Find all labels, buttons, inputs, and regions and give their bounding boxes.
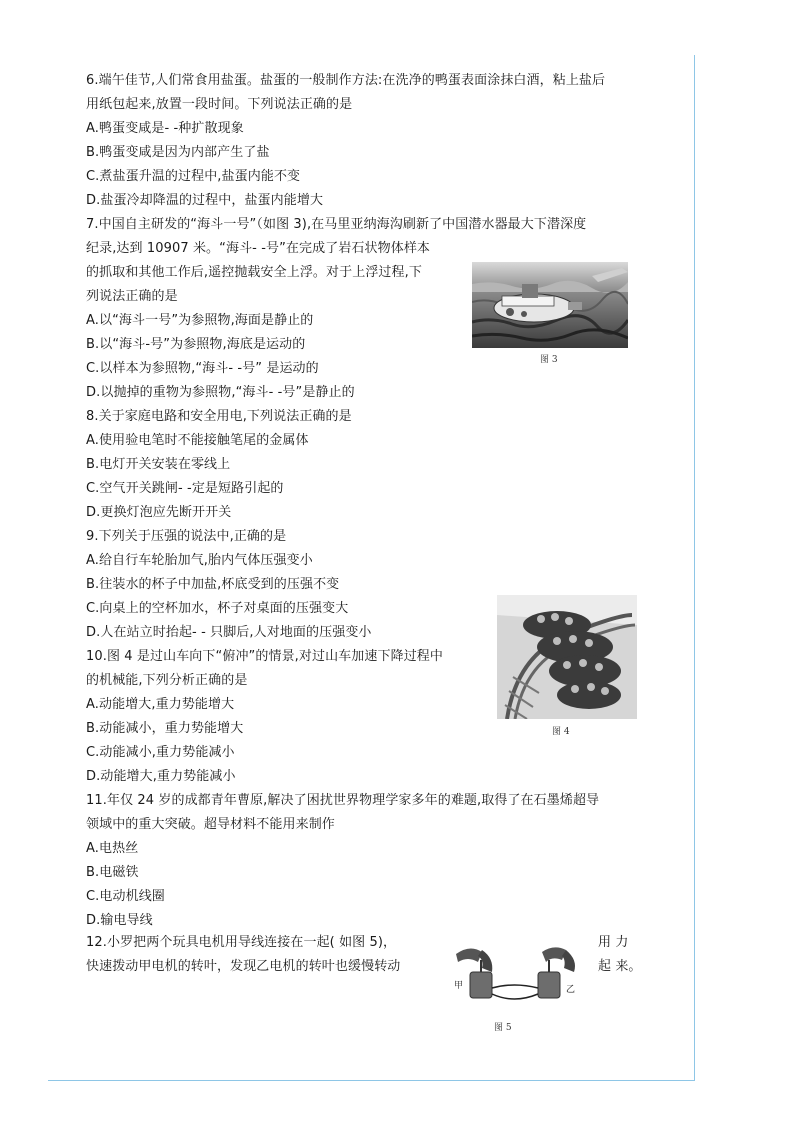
q6-option-b: B.鸭蛋变咸是因为内部产生了盐 xyxy=(86,145,270,160)
figure-5-toy-motors xyxy=(448,942,582,1014)
q11-stem-line2: 领域中的重大突破。超导材料不能用来制作 xyxy=(86,817,335,832)
q12-stem-line1-end: 用 力 xyxy=(598,935,629,950)
figure-5-caption: 图 5 xyxy=(494,1023,512,1033)
q11-option-d: D.输电导线 xyxy=(86,913,153,928)
q6-stem-line2: 用纸包起来,放置一段时间。下列说法正确的是 xyxy=(86,97,353,112)
submersible-illustration xyxy=(472,262,628,348)
page-frame-right xyxy=(694,55,695,1080)
q9-option-a: A.给自行车轮胎加气,胎内气体压强变小 xyxy=(86,553,313,568)
q7-option-c: C.以样本为参照物,“海斗- -号” 是运动的 xyxy=(86,361,319,376)
q9-option-d: D.人在站立时抬起- - 只脚后,人对地面的压强变小 xyxy=(86,625,372,640)
q10-option-b: B.动能减小，重力势能增大 xyxy=(86,721,244,736)
q7-stem-line1: 7.中国自主研发的“海斗一号”（如图 3),在马里亚纳海沟刷新了中国潜水器最大下潜深度 xyxy=(86,217,587,232)
q8-option-a: A.使用验电笔时不能接触笔尾的金属体 xyxy=(86,433,309,448)
q7-stem-line2: 纪录,达到 10907 米。“海斗- -号”在完成了岩石状物体样本 xyxy=(86,241,431,256)
figure-3-caption: 图 3 xyxy=(540,355,558,365)
roller-coaster-illustration xyxy=(497,595,637,719)
motor-b-label: 乙 xyxy=(566,985,576,995)
q10-option-d: D.动能增大,重力势能减小 xyxy=(86,769,236,784)
q12-stem-line2: 快速拨动甲电机的转叶，发现乙电机的转叶也缓慢转动 xyxy=(86,959,401,974)
q10-stem-line2: 的机械能,下列分析正确的是 xyxy=(86,673,248,688)
figure-3-submersible-photo xyxy=(472,262,628,348)
q6-option-d: D.盐蛋冷却降温的过程中，盐蛋内能增大 xyxy=(86,193,324,208)
q8-option-b: B.电灯开关安装在零线上 xyxy=(86,457,231,472)
q7-stem-line4: 列说法正确的是 xyxy=(86,289,178,304)
q8-option-d: D.更换灯泡应先断开开关 xyxy=(86,505,232,520)
q10-option-c: C.动能减小,重力势能减小 xyxy=(86,745,235,760)
motor-a-label: 甲 xyxy=(454,981,464,991)
q12-stem-line2-end: 起 来。 xyxy=(598,959,642,974)
q8-option-c: C.空气开关跳闸- -定是短路引起的 xyxy=(86,481,284,496)
q11-option-c: C.电动机线圈 xyxy=(86,889,165,904)
q7-option-a: A.以“海斗一号”为参照物,海面是静止的 xyxy=(86,313,314,328)
q7-option-d: D.以抛掉的重物为参照物,“海斗- -号”是静止的 xyxy=(86,385,355,400)
q6-option-a: A.鸭蛋变咸是- -种扩散现象 xyxy=(86,121,244,136)
q6-option-c: C.煮盐蛋升温的过程中,盐蛋内能不变 xyxy=(86,169,301,184)
q10-stem-line1: 10.图 4 是过山车向下“俯冲”的情景,对过山车加速下降过程中 xyxy=(86,649,444,664)
q11-option-a: A.电热丝 xyxy=(86,841,139,856)
q11-option-b: B.电磁铁 xyxy=(86,865,139,880)
q9-stem-line1: 9.下列关于压强的说法中,正确的是 xyxy=(86,529,287,544)
q8-stem-line1: 8.关于家庭电路和安全用电,下列说法正确的是 xyxy=(86,409,352,424)
page-frame-bottom xyxy=(48,1080,695,1081)
q9-option-c: C.向桌上的空杯加水，杯子对桌面的压强变大 xyxy=(86,601,349,616)
q9-option-b: B.往装水的杯子中加盐,杯底受到的压强不变 xyxy=(86,577,340,592)
q10-option-a: A.动能增大,重力势能增大 xyxy=(86,697,235,712)
q7-option-b: B.以“海斗-号”为参照物,海底是运动的 xyxy=(86,337,306,352)
figure-4-caption: 图 4 xyxy=(552,727,570,737)
q11-stem-line1: 11.年仅 24 岁的成都青年曹原,解决了困扰世界物理学家多年的难题,取得了在石墨烯超导 xyxy=(86,793,600,808)
q12-stem-line1: 12.小罗把两个玩具电机用导线连接在一起( 如图 5)， xyxy=(86,935,397,950)
figure-4-roller-coaster-photo xyxy=(497,595,637,719)
motors-illustration xyxy=(448,942,582,1014)
q6-stem-line1: 6.端午佳节,人们常食用盐蛋。盐蛋的一般制作方法:在洗净的鸭蛋表面涂抹白酒，粘上盐后 xyxy=(86,73,606,88)
q7-stem-line3: 的抓取和其他工作后,遥控抛载安全上浮。对于上浮过程,下 xyxy=(86,265,422,280)
